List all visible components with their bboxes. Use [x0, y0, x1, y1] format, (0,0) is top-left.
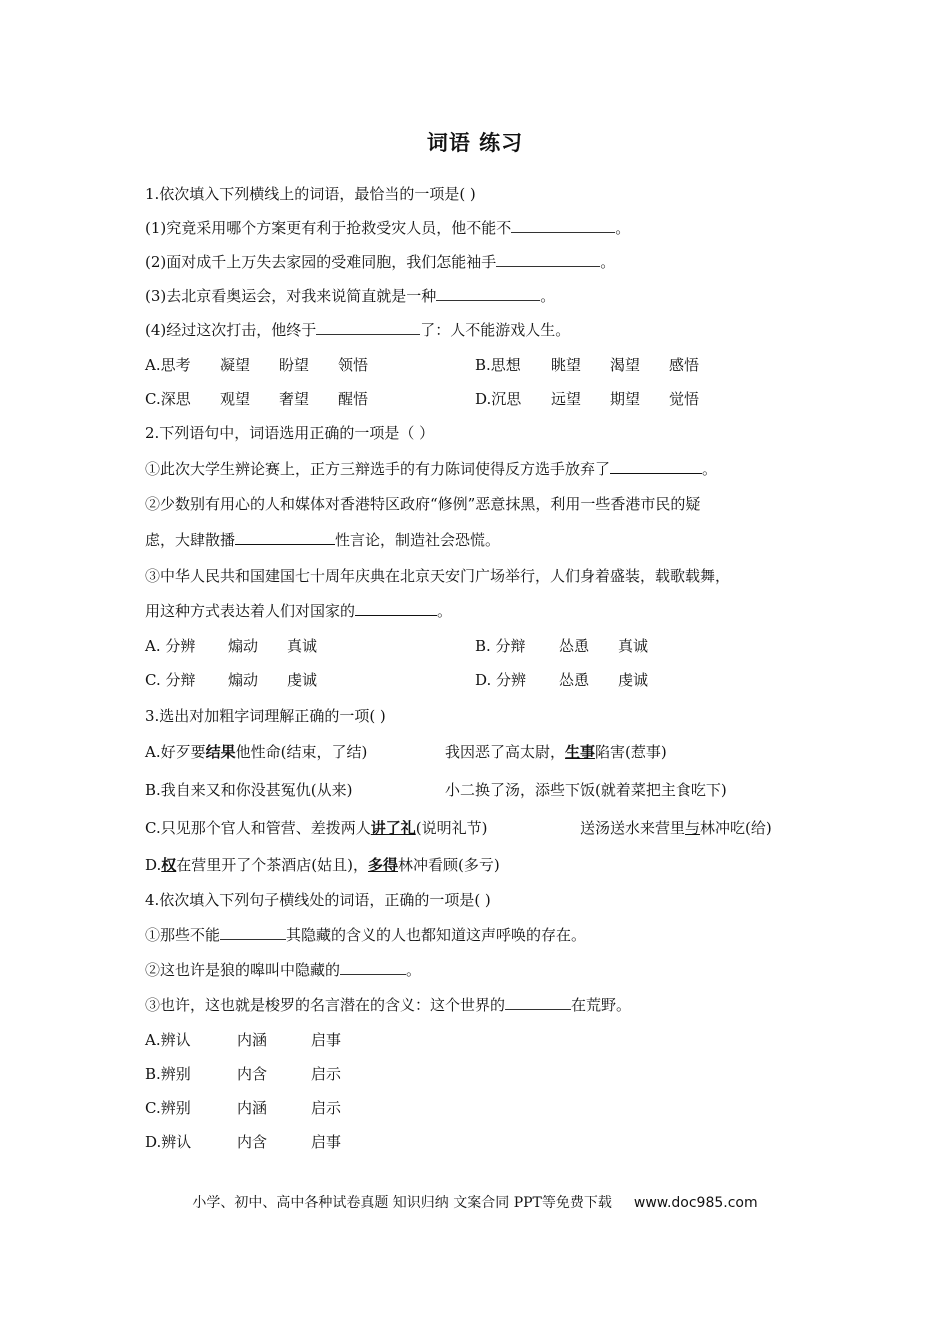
q4-option-c-word: 启示 [311, 1099, 342, 1117]
q1-option-c-word: 奢望 [279, 390, 310, 408]
q1-sentence-4: (4)经过这次打击，他终于 了：人不能游戏人生。 [145, 321, 571, 339]
q1-option-c[interactable]: C.深思 [145, 390, 191, 408]
q1-option-d[interactable]: D.沉思 [475, 390, 522, 408]
q1-option-a-word: 盼望 [279, 356, 310, 374]
q4-option-a-word: 启事 [311, 1031, 342, 1049]
q3-stem: 3.选出对加粗字词理解正确的一项( ) [145, 707, 386, 725]
q4-option-b-word: 启示 [311, 1065, 342, 1083]
q2-option-b[interactable]: B. 分辩 [475, 637, 526, 655]
q2-sentence-2-cont: 虑，大肆散播 性言论，制造社会恐慌。 [145, 531, 501, 549]
q4-stem: 4.依次填入下列句子横线处的词语，正确的一项是( ) [145, 891, 491, 909]
q2-option-b-word: 怂恿 [559, 637, 590, 655]
q1-option-d-word: 觉悟 [669, 390, 700, 408]
q3-option-b-part2: 小二换了汤，添些下饭(就着菜把主食吃下) [445, 781, 727, 799]
q2-option-b-word: 真诚 [618, 637, 649, 655]
answer-blank[interactable] [436, 286, 540, 301]
q1-option-a-word: 领悟 [338, 356, 369, 374]
q1-sentence-2: (2)面对成千上万失去家园的受难同胞，我们怎能袖手 。 [145, 253, 616, 271]
q2-option-c[interactable]: C. 分辩 [145, 671, 196, 689]
q1-option-b-word: 感悟 [669, 356, 700, 374]
q2-option-d-word: 怂恿 [559, 671, 590, 689]
q3-option-a-part2: 我因恶了高太尉，生事陷害(惹事) [445, 743, 667, 761]
q1-option-c-word: 醒悟 [338, 390, 369, 408]
q4-option-b-word: 内含 [237, 1065, 268, 1083]
q1-sentence-1: (1)究竟采用哪个方案更有利于抢救受灾人员，他不能不 。 [145, 219, 631, 237]
q1-sentence-3: (3)去北京看奥运会，对我来说简直就是一种 。 [145, 287, 556, 305]
page-footer [0, 1192, 950, 1212]
q1-option-b-word: 渴望 [610, 356, 641, 374]
q1-option-d-word: 远望 [551, 390, 582, 408]
answer-blank[interactable] [316, 320, 420, 335]
q1-option-b-word: 眺望 [551, 356, 582, 374]
q3-option-c-part1[interactable]: C.只见那个官人和管营、差拨两人讲了礼(说明礼节) [145, 819, 488, 837]
footer-link[interactable]: www.doc985.com [633, 1195, 758, 1211]
q4-sentence-2: ②这也许是狼的嗥叫中隐藏的 。 [145, 961, 422, 979]
q2-option-a-word: 真诚 [287, 637, 318, 655]
q4-option-a[interactable]: A.辨认 [145, 1031, 191, 1049]
q3-option-d[interactable]: D.权在营里开了个茶酒店(姑且)，多得林冲看顾(多亏) [145, 856, 500, 874]
q4-option-c-word: 内涵 [237, 1099, 268, 1117]
answer-blank[interactable] [235, 530, 335, 545]
q2-option-c-word: 虔诚 [287, 671, 318, 689]
q3-option-b-part1[interactable]: B.我自来又和你没甚冤仇(从来) [145, 781, 353, 799]
q4-sentence-3: ③也许，这也就是梭罗的名言潜在的含义：这个世界的 在荒野。 [145, 996, 632, 1014]
q4-sentence-1: ①那些不能 其隐藏的含义的人也都知道这声呼唤的存在。 [145, 926, 587, 944]
q1-option-b[interactable]: B.思想 [475, 356, 521, 374]
q2-sentence-3: ③中华人民共和国建国七十周年庆典在北京天安门广场举行，人们身着盛装，载歌载舞， [145, 567, 731, 585]
q4-option-d-word: 启事 [311, 1133, 342, 1151]
q2-option-c-word: 煽动 [228, 671, 259, 689]
q2-option-a-word: 煽动 [228, 637, 259, 655]
answer-blank[interactable] [511, 218, 615, 233]
answer-blank[interactable] [496, 252, 600, 267]
q1-option-a[interactable]: A.思考 [145, 356, 191, 374]
q2-option-d-word: 虔诚 [618, 671, 649, 689]
q1-option-c-word: 观望 [220, 390, 251, 408]
footer-text: 小学、初中、高中各种试卷真题 知识归纳 文案合同 PPT等免费下载 [192, 1195, 612, 1211]
q3-option-a-part1[interactable]: A.好歹要结果他性命(结束，了结) [145, 743, 368, 761]
q4-option-d[interactable]: D.辨认 [145, 1133, 192, 1151]
q2-sentence-3-cont: 用这种方式表达着人们对国家的 。 [145, 602, 453, 620]
q1-option-d-word: 期望 [610, 390, 641, 408]
q4-option-a-word: 内涵 [237, 1031, 268, 1049]
q2-option-d[interactable]: D. 分辨 [475, 671, 527, 689]
q2-sentence-1: ①此次大学生辨论赛上，正方三辩选手的有力陈词使得反方选手放弃了 。 [145, 460, 718, 478]
q3-option-c-part2: 送汤送水来营里与林冲吃(给) [580, 819, 772, 837]
q1-stem: 1.依次填入下列横线上的词语，最恰当的一项是( ) [145, 185, 476, 203]
answer-blank[interactable] [340, 960, 406, 975]
page-title: 词语 练习 [426, 131, 524, 155]
q2-option-a[interactable]: A. 分辨 [145, 637, 196, 655]
answer-blank[interactable] [505, 995, 571, 1010]
q4-option-b[interactable]: B.辨别 [145, 1065, 191, 1083]
answer-blank[interactable] [610, 459, 702, 474]
q4-option-c[interactable]: C.辨别 [145, 1099, 191, 1117]
q2-stem: 2.下列语句中，词语选用正确的一项是（ ） [145, 424, 435, 442]
answer-blank[interactable] [355, 601, 437, 616]
q2-sentence-2: ②少数别有用心的人和媒体对香港特区政府“修例”恶意抹黑，利用一些香港市民的疑 [145, 495, 701, 513]
q4-option-d-word: 内含 [237, 1133, 268, 1151]
q1-option-a-word: 凝望 [220, 356, 251, 374]
answer-blank[interactable] [220, 925, 286, 940]
